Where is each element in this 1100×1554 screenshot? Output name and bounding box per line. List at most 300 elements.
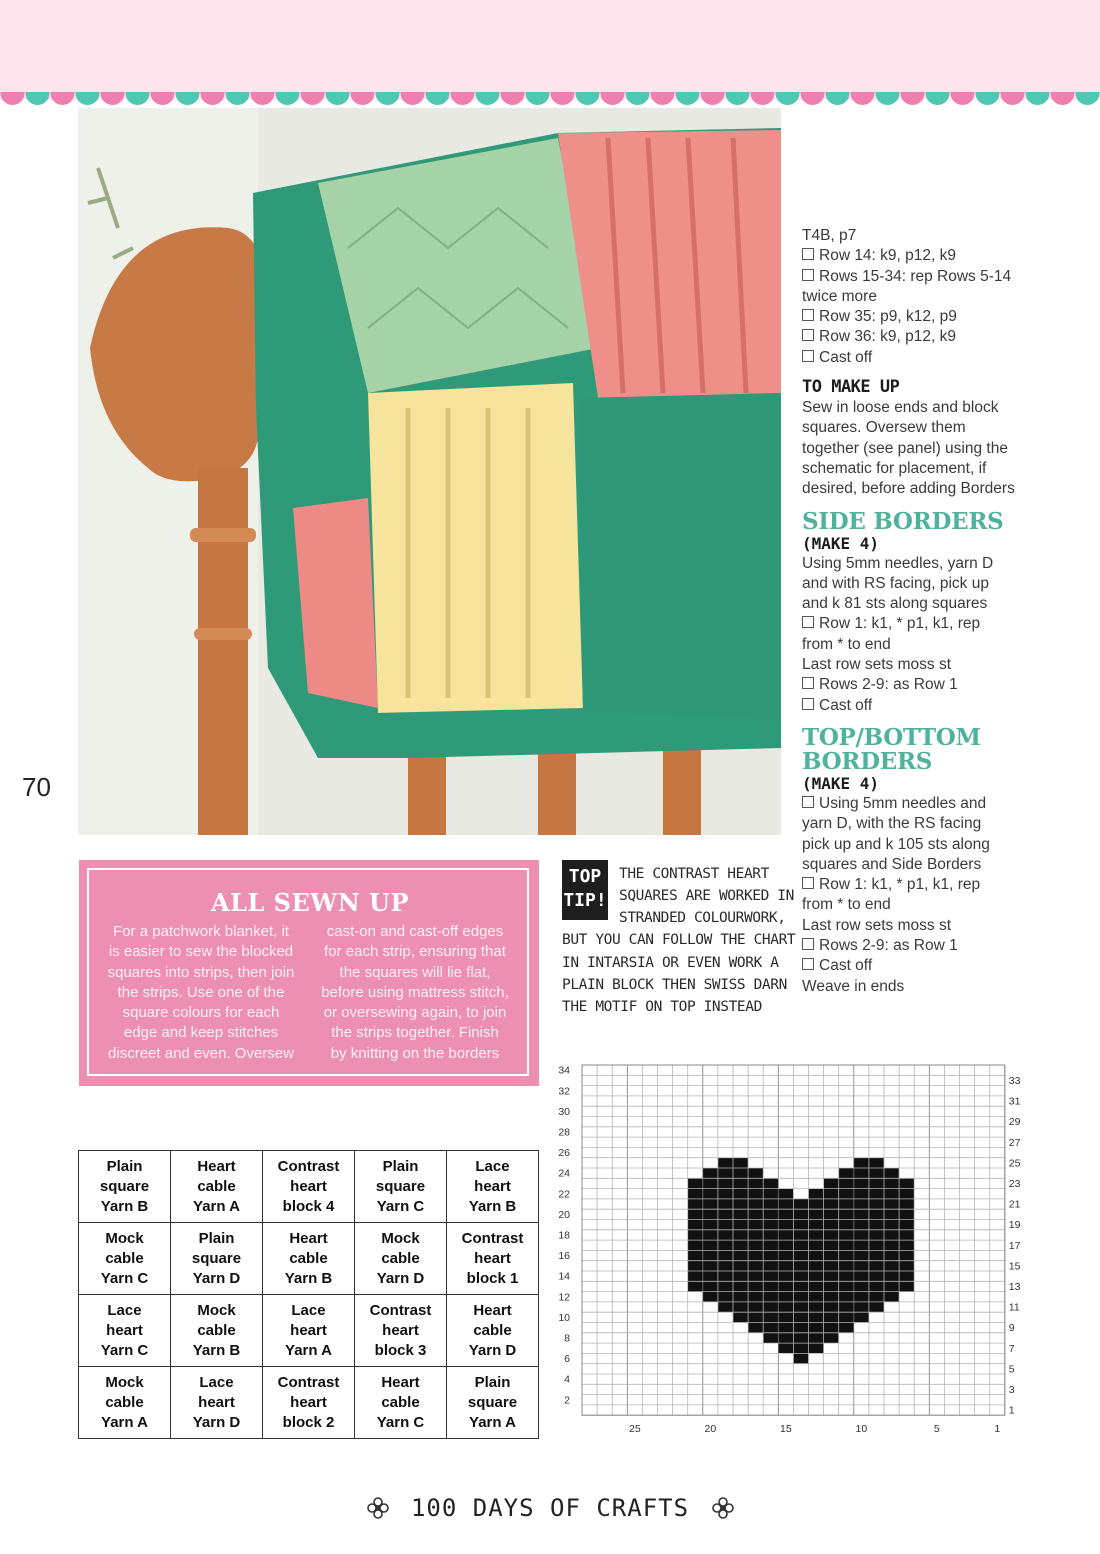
- pattern-line-text: from * to end: [802, 896, 891, 914]
- schematic-cell: [79, 1367, 171, 1439]
- chart-cell-filled: [793, 1323, 808, 1333]
- chart-cell-filled: [733, 1220, 748, 1230]
- panel-line: discreet and even. Oversew: [108, 1044, 294, 1062]
- chart-cell-filled: [703, 1209, 718, 1219]
- chart-cell-filled: [809, 1209, 824, 1219]
- footer: [0, 1494, 1100, 1522]
- schematic-cell-line: cable: [197, 1177, 236, 1195]
- chart-cell-filled: [688, 1261, 703, 1271]
- chart-cell-filled: [778, 1189, 793, 1199]
- chart-cell-filled: [809, 1323, 824, 1333]
- chart-cell-filled: [718, 1281, 733, 1291]
- chart-cell-filled: [854, 1230, 869, 1240]
- schematic-cell: [447, 1367, 539, 1439]
- chart-cell-filled: [778, 1250, 793, 1260]
- chart-cell-filled: [778, 1312, 793, 1322]
- chart-cell-filled: [899, 1281, 914, 1291]
- chart-cell-filled: [809, 1240, 824, 1250]
- checkbox-icon[interactable]: [802, 796, 814, 808]
- chart-cell-filled: [748, 1250, 763, 1260]
- scallop-dot: [676, 92, 700, 105]
- chart-cell-filled: [718, 1261, 733, 1271]
- chart-cell-filled: [839, 1292, 854, 1302]
- pattern-line-text: Rows 2-9: as Row 1: [819, 937, 958, 955]
- chart-row-label: 13: [1008, 1280, 1021, 1293]
- checkbox-icon[interactable]: [802, 248, 814, 260]
- chart-cell-filled: [733, 1209, 748, 1219]
- chart-cell-filled: [899, 1209, 914, 1219]
- panel-text-right: [315, 922, 515, 1064]
- chart-cell-filled: [778, 1209, 793, 1219]
- scallop-dot: [401, 92, 425, 105]
- chart-cell-filled: [809, 1250, 824, 1260]
- pattern-line-text: together (see panel) using the: [802, 439, 1008, 457]
- tip-line: BUT YOU CAN FOLLOW THE CHART: [562, 932, 796, 948]
- checkbox-icon[interactable]: [802, 698, 814, 710]
- chart-row-label: 21: [1008, 1198, 1021, 1211]
- chart-cell-filled: [824, 1220, 839, 1230]
- chart-row-label: 26: [558, 1147, 570, 1160]
- pattern-line-text: desired, before adding Borders: [802, 480, 1015, 498]
- scallop-dot: [301, 92, 325, 105]
- chart-cell-filled: [824, 1189, 839, 1199]
- pattern-line-text: pick up and k 105 sts along: [802, 835, 990, 853]
- chart-cell-filled: [793, 1312, 808, 1322]
- pattern-line: [802, 418, 1032, 438]
- pattern-line: [802, 479, 1032, 499]
- checkbox-icon[interactable]: [802, 329, 814, 341]
- chart-cell-filled: [763, 1178, 778, 1188]
- chart-row-label: 7: [1008, 1342, 1015, 1355]
- pattern-line-text: schematic for placement, if: [802, 459, 987, 477]
- continued-rows: [802, 226, 1032, 368]
- chart-cell-filled: [884, 1261, 899, 1271]
- chart-column-label: 20: [704, 1423, 717, 1436]
- chart-cell-filled: [688, 1209, 703, 1219]
- chart-row-label: 23: [1008, 1177, 1021, 1190]
- schematic-cell-line: Mock: [105, 1229, 144, 1247]
- chart-cell-filled: [793, 1302, 808, 1312]
- blanket-schematic: [78, 1150, 539, 1439]
- pattern-line: [802, 554, 1032, 574]
- schematic-cell-line: Yarn C: [376, 1197, 425, 1215]
- tip-line: THE CONTRAST HEART: [619, 866, 769, 882]
- scallop-dot: [651, 92, 675, 105]
- pattern-line-text: Cast off: [819, 957, 873, 975]
- chart-cell-filled: [733, 1178, 748, 1188]
- chart-cell-filled: [718, 1220, 733, 1230]
- chart-cell-filled: [748, 1271, 763, 1281]
- chart-row-label: 2: [564, 1394, 570, 1407]
- schematic-cell-line: Yarn A: [285, 1341, 332, 1359]
- schematic-cell-line: Lace: [199, 1373, 234, 1391]
- pattern-line-text: Row 1: k1, * p1, k1, rep: [819, 876, 981, 894]
- chart-cell-filled: [854, 1209, 869, 1219]
- checkbox-icon[interactable]: [802, 677, 814, 689]
- chart-cell-filled: [884, 1292, 899, 1302]
- checkbox-icon[interactable]: [802, 877, 814, 889]
- chart-cell-filled: [763, 1261, 778, 1271]
- chart-cell-filled: [824, 1250, 839, 1260]
- schematic-cell-line: Mock: [381, 1229, 420, 1247]
- chart-cell-filled: [793, 1271, 808, 1281]
- heart-chart: [545, 1058, 1030, 1453]
- chart-cell-filled: [793, 1220, 808, 1230]
- schematic-cell-line: Contrast: [461, 1229, 524, 1247]
- chart-cell-filled: [733, 1199, 748, 1209]
- pattern-line: [802, 327, 1032, 347]
- chart-column-label: 25: [629, 1423, 641, 1436]
- panel-line: For a patchwork blanket, it: [113, 923, 289, 940]
- chart-cell-filled: [809, 1312, 824, 1322]
- chart-cell-filled: [703, 1271, 718, 1281]
- chart-cell-filled: [763, 1281, 778, 1291]
- schematic-cell-line: heart: [474, 1249, 511, 1267]
- scallop-dot: [951, 92, 975, 105]
- chart-cell-filled: [854, 1240, 869, 1250]
- schematic-cell: [171, 1367, 263, 1439]
- tip-badge-line: TOP: [568, 866, 602, 887]
- chart-cell-filled: [854, 1158, 869, 1168]
- chart-cell-filled: [778, 1281, 793, 1291]
- chart-cell-filled: [809, 1343, 824, 1353]
- side-borders-sub: (MAKE 4): [802, 533, 880, 553]
- schematic-cell: [263, 1151, 355, 1223]
- scallop-dot: [376, 92, 400, 105]
- chart-cell-filled: [824, 1302, 839, 1312]
- pattern-column: [802, 226, 1032, 997]
- chart-cell-filled: [869, 1158, 884, 1168]
- panel-line: before using mattress stitch,: [321, 983, 509, 1001]
- chart-row-label: 4: [564, 1373, 570, 1386]
- schematic-cell-line: Plain: [382, 1157, 419, 1175]
- chart-cell-filled: [793, 1281, 808, 1291]
- chart-cell-filled: [809, 1199, 824, 1209]
- scallop-dot: [576, 92, 600, 105]
- chart-cell-filled: [748, 1323, 763, 1333]
- chart-cell-filled: [839, 1209, 854, 1219]
- chart-row-label: 5: [1008, 1363, 1015, 1376]
- chart-cell-filled: [809, 1189, 824, 1199]
- chart-cell-filled: [778, 1199, 793, 1209]
- pattern-line-text: Weave in ends: [802, 977, 905, 995]
- chart-cell-filled: [809, 1261, 824, 1271]
- make-up-heading: TO MAKE UP: [802, 377, 900, 398]
- schematic-row: [79, 1223, 539, 1295]
- chart-cell-filled: [839, 1323, 854, 1333]
- chart-cell-filled: [793, 1333, 808, 1343]
- schematic-cell-line: Plain: [198, 1229, 235, 1247]
- chart-cell-filled: [763, 1302, 778, 1312]
- pattern-line: [802, 635, 1032, 655]
- schematic-cell-line: Plain: [474, 1373, 511, 1391]
- schematic-cell: [171, 1223, 263, 1295]
- schematic-cell-line: heart: [290, 1177, 327, 1195]
- chart-cell-filled: [824, 1281, 839, 1291]
- chart-cell-filled: [884, 1189, 899, 1199]
- panel-line: by knitting on the borders: [330, 1044, 500, 1062]
- chair-spindle: [198, 468, 248, 835]
- chart-cell-filled: [839, 1261, 854, 1271]
- tip-line: SQUARES ARE WORKED IN: [619, 888, 794, 904]
- chart-cell-filled: [899, 1230, 914, 1240]
- checkbox-icon[interactable]: [802, 958, 814, 970]
- pattern-line-text: Rows 2-9: as Row 1: [819, 676, 958, 694]
- schematic-cell-line: Lace: [107, 1301, 142, 1319]
- scallop-dot: [851, 92, 875, 105]
- chart-row-label: 22: [558, 1188, 570, 1201]
- chart-row-label: 10: [558, 1311, 570, 1324]
- chart-cell-filled: [869, 1271, 884, 1281]
- chart-row-label: 24: [558, 1167, 570, 1180]
- schematic-cell-line: heart: [290, 1321, 327, 1339]
- chart-cell-filled: [839, 1168, 854, 1178]
- scallop-dot: [926, 92, 950, 105]
- chart-cell-filled: [854, 1178, 869, 1188]
- chart-cell-filled: [839, 1281, 854, 1291]
- pattern-line: [802, 696, 1032, 716]
- chart-cell-filled: [703, 1220, 718, 1230]
- chart-cell-filled: [884, 1240, 899, 1250]
- scallop-dot: [701, 92, 725, 105]
- schematic-cell-line: Yarn B: [100, 1197, 149, 1215]
- chart-cell-filled: [824, 1178, 839, 1188]
- chart-column-label: 15: [780, 1423, 792, 1436]
- chart-cell-filled: [733, 1312, 748, 1322]
- chart-cell-filled: [688, 1230, 703, 1240]
- pattern-line-text: Using 5mm needles, yarn D: [802, 554, 994, 572]
- chart-row-label: 12: [558, 1291, 570, 1304]
- schematic-cell-line: heart: [290, 1393, 327, 1411]
- pattern-line-text: Last row sets moss st: [802, 656, 952, 674]
- chart-cell-filled: [763, 1333, 778, 1343]
- chart-cell-filled: [884, 1178, 899, 1188]
- schematic-cell-line: Yarn B: [192, 1341, 241, 1359]
- chart-cell-filled: [839, 1302, 854, 1312]
- chart-cell-filled: [839, 1250, 854, 1260]
- pattern-line-text: and with RS facing, pick up: [802, 574, 989, 592]
- schematic-cell: [355, 1223, 447, 1295]
- chart-cell-filled: [733, 1250, 748, 1260]
- chart-cell-filled: [688, 1271, 703, 1281]
- heart-square-green: [578, 393, 781, 718]
- chart-cell-filled: [824, 1312, 839, 1322]
- chart-cell-filled: [869, 1302, 884, 1312]
- checkbox-icon[interactable]: [802, 309, 814, 321]
- scallop-dot: [251, 92, 275, 105]
- scallop-dot: [151, 92, 175, 105]
- schematic-row: [79, 1151, 539, 1223]
- chart-cell-filled: [793, 1261, 808, 1271]
- chart-row-label: 27: [1008, 1136, 1021, 1149]
- schematic-cell-line: Contrast: [277, 1373, 340, 1391]
- chart-cell-filled: [748, 1220, 763, 1230]
- schematic-cell-line: Yarn D: [192, 1413, 241, 1431]
- scallop-dot: [76, 92, 100, 105]
- panel-line: for each strip, ensuring that: [324, 943, 506, 961]
- page-number: 70: [22, 772, 51, 802]
- chart-cell-filled: [899, 1271, 914, 1281]
- pattern-line-text: Row 36: k9, p12, k9: [819, 328, 956, 346]
- checkbox-icon[interactable]: [802, 938, 814, 950]
- chart-cell-filled: [733, 1261, 748, 1271]
- chart-row-label: 28: [558, 1126, 570, 1139]
- chart-cell-filled: [763, 1189, 778, 1199]
- chart-cell-filled: [703, 1250, 718, 1260]
- chart-cell-filled: [748, 1199, 763, 1209]
- pattern-line-text: Using 5mm needles and: [819, 794, 987, 812]
- chart-cell-filled: [718, 1250, 733, 1260]
- chart-cell-filled: [869, 1168, 884, 1178]
- scallop-dot: [801, 92, 825, 105]
- chart-row-label: 34: [558, 1064, 570, 1077]
- pattern-line: [802, 287, 1032, 307]
- chart-cell-filled: [688, 1220, 703, 1230]
- lace-heart-square: [318, 138, 598, 393]
- chart-cell-filled: [854, 1302, 869, 1312]
- scallop-dot: [126, 92, 150, 105]
- schematic-cell-line: cable: [105, 1393, 144, 1411]
- scallop-dot: [776, 92, 800, 105]
- chart-cell-filled: [824, 1323, 839, 1333]
- pattern-line-text: Row 1: k1, * p1, k1, rep: [819, 615, 981, 633]
- chart-row-label: 32: [558, 1085, 570, 1098]
- chart-row-label: 11: [1008, 1301, 1020, 1314]
- chart-cell-filled: [748, 1168, 763, 1178]
- chart-row-label: 29: [1008, 1116, 1021, 1129]
- chart-cell-filled: [748, 1261, 763, 1271]
- chart-row-label: 33: [1008, 1074, 1021, 1087]
- chart-cell-filled: [688, 1250, 703, 1260]
- scallop-dot: [601, 92, 625, 105]
- chart-cell-filled: [733, 1240, 748, 1250]
- scallop-dot: [426, 92, 450, 105]
- panel-line: the strips together. Finish: [331, 1024, 499, 1042]
- schematic-cell: [79, 1223, 171, 1295]
- make-up-text: [802, 398, 1032, 499]
- scallop-dot: [476, 92, 500, 105]
- chart-cell-filled: [718, 1189, 733, 1199]
- chart-cell-filled: [778, 1302, 793, 1312]
- schematic-cell: [447, 1151, 539, 1223]
- panel-line: edge and keep stitches: [123, 1024, 279, 1042]
- scallop-dot: [1, 92, 25, 105]
- chart-cell-filled: [884, 1230, 899, 1240]
- schematic-cell-line: block 2: [282, 1413, 335, 1431]
- schematic-cell-line: heart: [106, 1321, 143, 1339]
- chart-cell-filled: [884, 1168, 899, 1178]
- chart-cell-filled: [703, 1261, 718, 1271]
- schematic-cell: [263, 1367, 355, 1439]
- chart-cell-filled: [763, 1271, 778, 1281]
- chart-cell-filled: [809, 1220, 824, 1230]
- tip-badge-line: TIP!: [563, 890, 607, 911]
- pattern-line: [802, 398, 1032, 418]
- chart-cell-filled: [839, 1271, 854, 1281]
- chart-cell-filled: [809, 1271, 824, 1281]
- chart-cell-filled: [718, 1271, 733, 1281]
- pattern-line-text: from * to end: [802, 635, 891, 653]
- schematic-cell-line: Yarn B: [468, 1197, 517, 1215]
- top-bottom-text: [802, 794, 1032, 997]
- schematic-cell-line: Yarn A: [101, 1413, 148, 1431]
- pattern-line: [802, 459, 1032, 479]
- chart-cell-filled: [793, 1343, 808, 1353]
- panel-line: squares into strips, then join: [107, 963, 295, 981]
- chart-row-label: 8: [564, 1332, 570, 1345]
- schematic-cell-line: Heart: [473, 1301, 512, 1319]
- chart-cell-filled: [748, 1292, 763, 1302]
- chart-row-label: 16: [558, 1250, 570, 1263]
- scallop-dot: [751, 92, 775, 105]
- schematic-cell-line: Mock: [105, 1373, 144, 1391]
- pattern-line-text: twice more: [802, 287, 877, 305]
- checkbox-icon[interactable]: [802, 616, 814, 628]
- schematic-cell-line: Mock: [197, 1301, 236, 1319]
- chart-cell-filled: [733, 1292, 748, 1302]
- pattern-line: [802, 226, 1032, 246]
- pattern-line: [802, 594, 1032, 614]
- scallop-dot: [1076, 92, 1100, 105]
- schematic-cell-line: block 1: [466, 1269, 519, 1287]
- chart-cell-filled: [869, 1178, 884, 1188]
- cable-square-yellow: [368, 383, 583, 713]
- checkbox-icon[interactable]: [802, 269, 814, 281]
- chart-cell-filled: [839, 1199, 854, 1209]
- schematic-cell-line: square: [375, 1177, 426, 1195]
- chart-cell-filled: [703, 1168, 718, 1178]
- top-bottom-heading-1: TOP/BOTTOM: [802, 723, 981, 751]
- chart-cell-filled: [748, 1189, 763, 1199]
- chart-cell-filled: [839, 1189, 854, 1199]
- schematic-cell: [171, 1295, 263, 1367]
- chart-row-label: 14: [558, 1270, 570, 1283]
- pattern-line: [802, 855, 1032, 875]
- chart-cell-filled: [899, 1261, 914, 1271]
- chart-cell-filled: [748, 1312, 763, 1322]
- chart-cell-filled: [718, 1292, 733, 1302]
- schematic-cell-line: Plain: [106, 1157, 143, 1175]
- chart-cell-filled: [763, 1240, 778, 1250]
- chart-cell-filled: [899, 1240, 914, 1250]
- schematic-cell: [79, 1295, 171, 1367]
- tip-line: PLAIN BLOCK THEN SWISS DARN: [562, 977, 787, 993]
- schematic-cell-line: heart: [474, 1177, 511, 1195]
- schematic-cell: [263, 1295, 355, 1367]
- chart-cell-filled: [793, 1230, 808, 1240]
- checkbox-icon[interactable]: [802, 350, 814, 362]
- side-borders-text: [802, 554, 1032, 716]
- scallop-dot: [326, 92, 350, 105]
- chart-cell-filled: [763, 1209, 778, 1219]
- chart-cell-filled: [824, 1261, 839, 1271]
- pattern-line-text: Rows 15-34: rep Rows 5-14: [819, 267, 1012, 285]
- chart-cell-filled: [824, 1209, 839, 1219]
- scallop-dot: [976, 92, 1000, 105]
- chart-row-label: 30: [558, 1105, 570, 1118]
- scallop-dot: [551, 92, 575, 105]
- chart-cell-filled: [733, 1271, 748, 1281]
- chart-cell-filled: [778, 1271, 793, 1281]
- schematic-cell-line: Yarn A: [469, 1413, 516, 1431]
- chart-cell-filled: [884, 1271, 899, 1281]
- scallop-dot: [201, 92, 225, 105]
- chart-cell-filled: [824, 1292, 839, 1302]
- schematic-cell-line: square: [191, 1249, 242, 1267]
- chart-cell-filled: [718, 1209, 733, 1219]
- schematic-cell-line: heart: [382, 1321, 419, 1339]
- schematic-cell-line: Yarn D: [376, 1269, 425, 1287]
